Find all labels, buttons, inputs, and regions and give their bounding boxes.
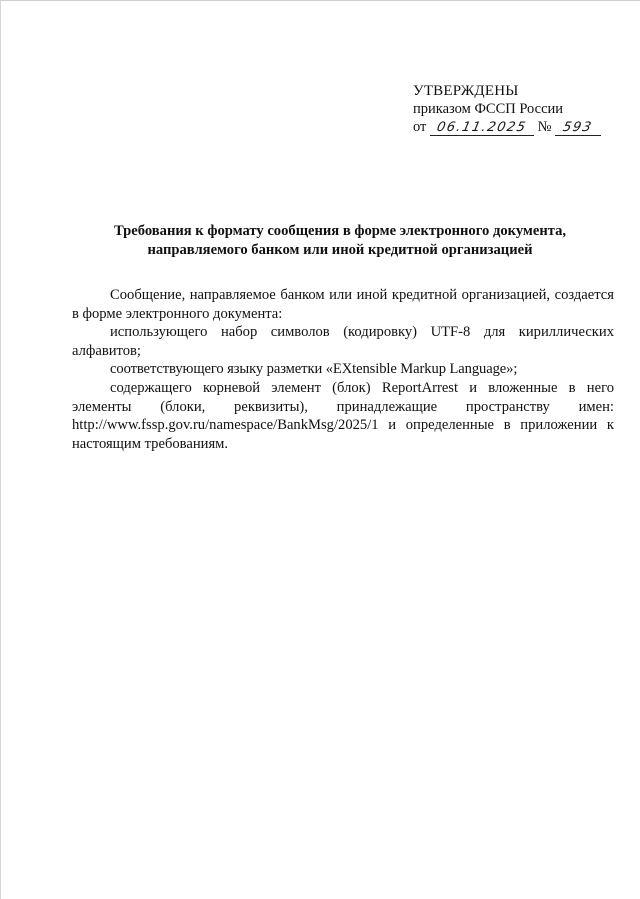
handwritten-date: 06.11.2025 <box>435 120 529 135</box>
document-title <box>80 222 600 259</box>
handwritten-number: 593 <box>561 120 595 135</box>
body-paragraph-1: Сообщение, направляемое банком или иной кредитной организацией, создается в форме электронного документа: <box>72 287 614 322</box>
document-body <box>72 286 614 453</box>
number-prefix: № <box>537 119 552 135</box>
approval-block <box>413 82 623 136</box>
date-prefix: от <box>413 119 427 135</box>
approval-heading: УТВЕРЖДЕНЫ <box>413 83 519 99</box>
scan-edge-top <box>0 0 640 1</box>
body-paragraph-2: использующего набор символов (кодировку) UTF-8 для кириллических алфавитов; <box>72 324 614 359</box>
body-paragraph-4: содержащего корневой элемент (блок) ReportArrest и вложенные в него элементы (блоки, реквизиты), принадлежащие пространству имен: http://www.fssp.gov.ru/namespace/BankMsg/2025/1 и определенные в приложении к настоящим требованиям. <box>72 379 614 452</box>
number-field <box>555 120 601 136</box>
title-line-1: Требования к формату сообщения в форме электронного документа, <box>113 223 567 239</box>
scan-edge-left <box>0 0 1 899</box>
title-line-2: направляемого банком или иной кредитной организацией <box>147 241 533 258</box>
body-paragraph-3: соответствующего языку разметки «EXtensible Markup Language»; <box>110 361 518 378</box>
date-field <box>430 120 534 136</box>
approval-order: приказом ФССП России <box>413 101 564 117</box>
approval-date-number-line <box>413 118 623 136</box>
